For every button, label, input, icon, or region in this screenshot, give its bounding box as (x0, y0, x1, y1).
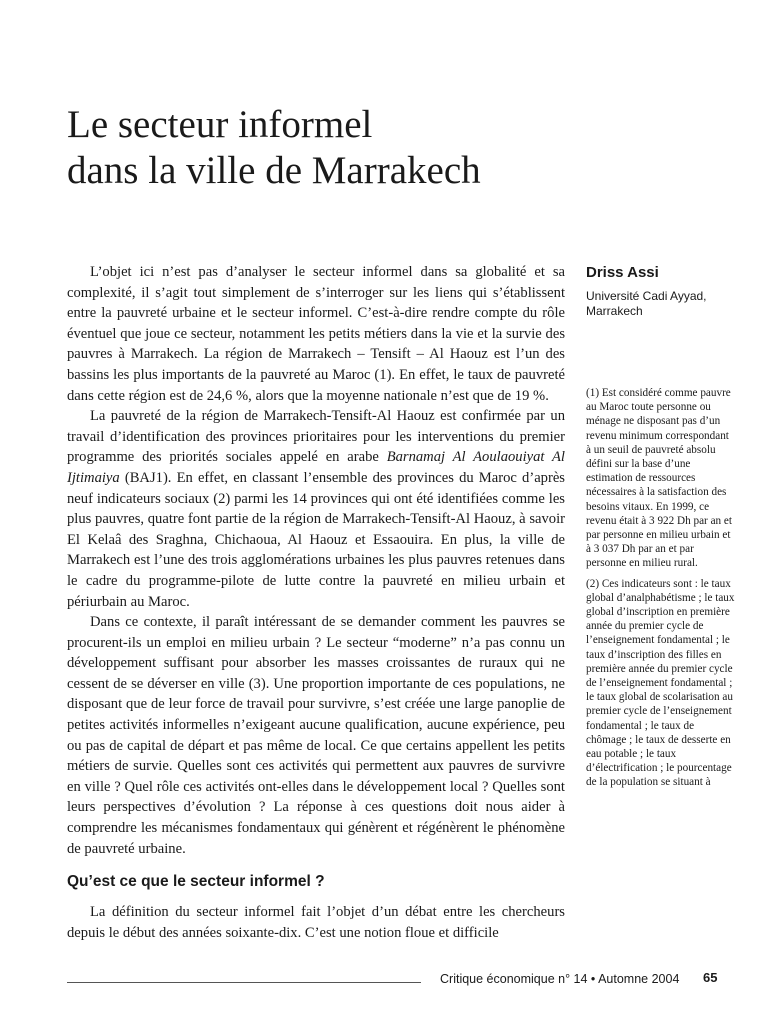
title-line-2: dans la ville de Marrakech (67, 149, 481, 192)
author-affiliation: Université Cadi Ayyad, Marrakech (586, 289, 707, 318)
article-title (67, 102, 667, 194)
author-name: Driss Assi (586, 264, 659, 281)
page-number: 65 (703, 970, 718, 985)
paragraph-2-part-1: La pauvreté de la région de Marrakech-Tensift-Al Haouz est confirmée par un travail d’identification des provinces prioritaires pour les interventions du premier programme des priorités sociales appelé en arabe (67, 408, 565, 466)
section-heading: Qu’est ce que le secteur informel ? (67, 873, 325, 891)
footnote-2: (2) Ces indicateurs sont : le taux global d’analphabétisme ; le taux global d’inscription en première année du premier cycle de l’enseignement fondamental ; le taux d’inscription des filles en première année du premier cycle de l’enseignement fondamental ; le taux global de scolarisation au premier cycle de l’enseignement fondamental ; le taux de chômage ; le taux de desserte en eau potable ; le taux d’électrification ; le pourcentage de la population se situant à (586, 577, 735, 789)
paragraph-2-italic-term: Barnamaj Al Aoulaouiyat Al Ijtimaiya (67, 449, 565, 486)
main-text-column (67, 262, 565, 943)
paragraph-2-part-2: (BAJ1). En effet, en classant l’ensemble des provinces du Maroc d’après neuf indicateurs sociaux (2) parmi les 14 provinces qui ont été identifiées comme les plus pauvres, quatre font partie de la région de Marrakech-Tensift-Al Haouz, à savoir El Kelaâ des Sraghna, Chichaoua, Al Haouz et Essaouira. En plus, la ville de Marrakech est l’une des trois agglomérations urbaines les plus pauvres retenues dans le cadre du programme-pilote de lutte contre la pauvreté en milieu urbain et périurbain au Maroc. (67, 469, 565, 610)
paragraph-3: Dans ce contexte, il paraît intéressant de se demander comment les pauvres se procurent-ils un emploi en milieu urbain ? Le secteur “moderne” n’a pas connu un développement suffisant pour absorber les masses croissantes de ruraux qui ne cessent de se déverser en ville (3). Une proportion importante de ces populations, ne disposant que de leur force de travail pour survivre, s’est créée une large panoplie de petites activités informelles n’exigeant aucune qualification, aucune expérience, peu ou pas de capital de départ et pas même de local. Ce que certains appellent les petits métiers de survie. Quelles sont ces activités qui permettent aux pauvres de survivre en ville ? Quel rôle ces activités ont-elles dans le développement local ? Quelles sont leurs perspectives d’évolution ? La réponse à ces questions doit nous aider à comprendre les mécanismes fondamentaux qui génèrent et régénèrent le phénomène de pauvreté urbaine. (67, 614, 565, 857)
title-line-1: Le secteur informel (67, 103, 373, 146)
footnotes-column (586, 386, 736, 796)
author-block (586, 263, 736, 318)
footer-rule (67, 982, 421, 983)
footer-journal: Critique économique n° 14 • Automne 2004 (440, 972, 680, 986)
paragraph-4: La définition du secteur informel fait l’objet d’un débat entre les chercheurs depuis le début des années soixante-dix. C’est une notion floue et difficile (67, 904, 565, 941)
paragraph-1: L’objet ici n’est pas d’analyser le secteur informel dans sa globalité et sa complexité, il s’agit tout simplement de s’interroger sur les liens qui s’établissent entre la pauvreté urbaine et le secteur informel. C’est-à-dire rendre compte du rôle éventuel que joue ce secteur, notamment les petits métiers dans la vie et la survie des pauvres à Marrakech. La région de Marrakech – Tensift – Al Haouz est l’un des bassins les plus importants de la pauvreté au Maroc (1). En effet, le taux de pauvreté dans cette région est de 24,6 %, alors que la moyenne nationale n’est que de 19 %. (67, 264, 565, 404)
paragraph-2 (67, 406, 565, 612)
footnote-1: (1) Est considéré comme pauvre au Maroc toute personne ou ménage ne disposant pas d’un revenu minimum correspondant à un seuil de pauvreté absolu défini sur la base d’une estimation de ressources nécessaires à la satisfaction des besoins vitaux. En 1999, ce revenu était à 3 922 Dh par an et par personne en milieu urbain et à 3 037 Dh par an et par personne en milieu rural. (586, 387, 733, 570)
